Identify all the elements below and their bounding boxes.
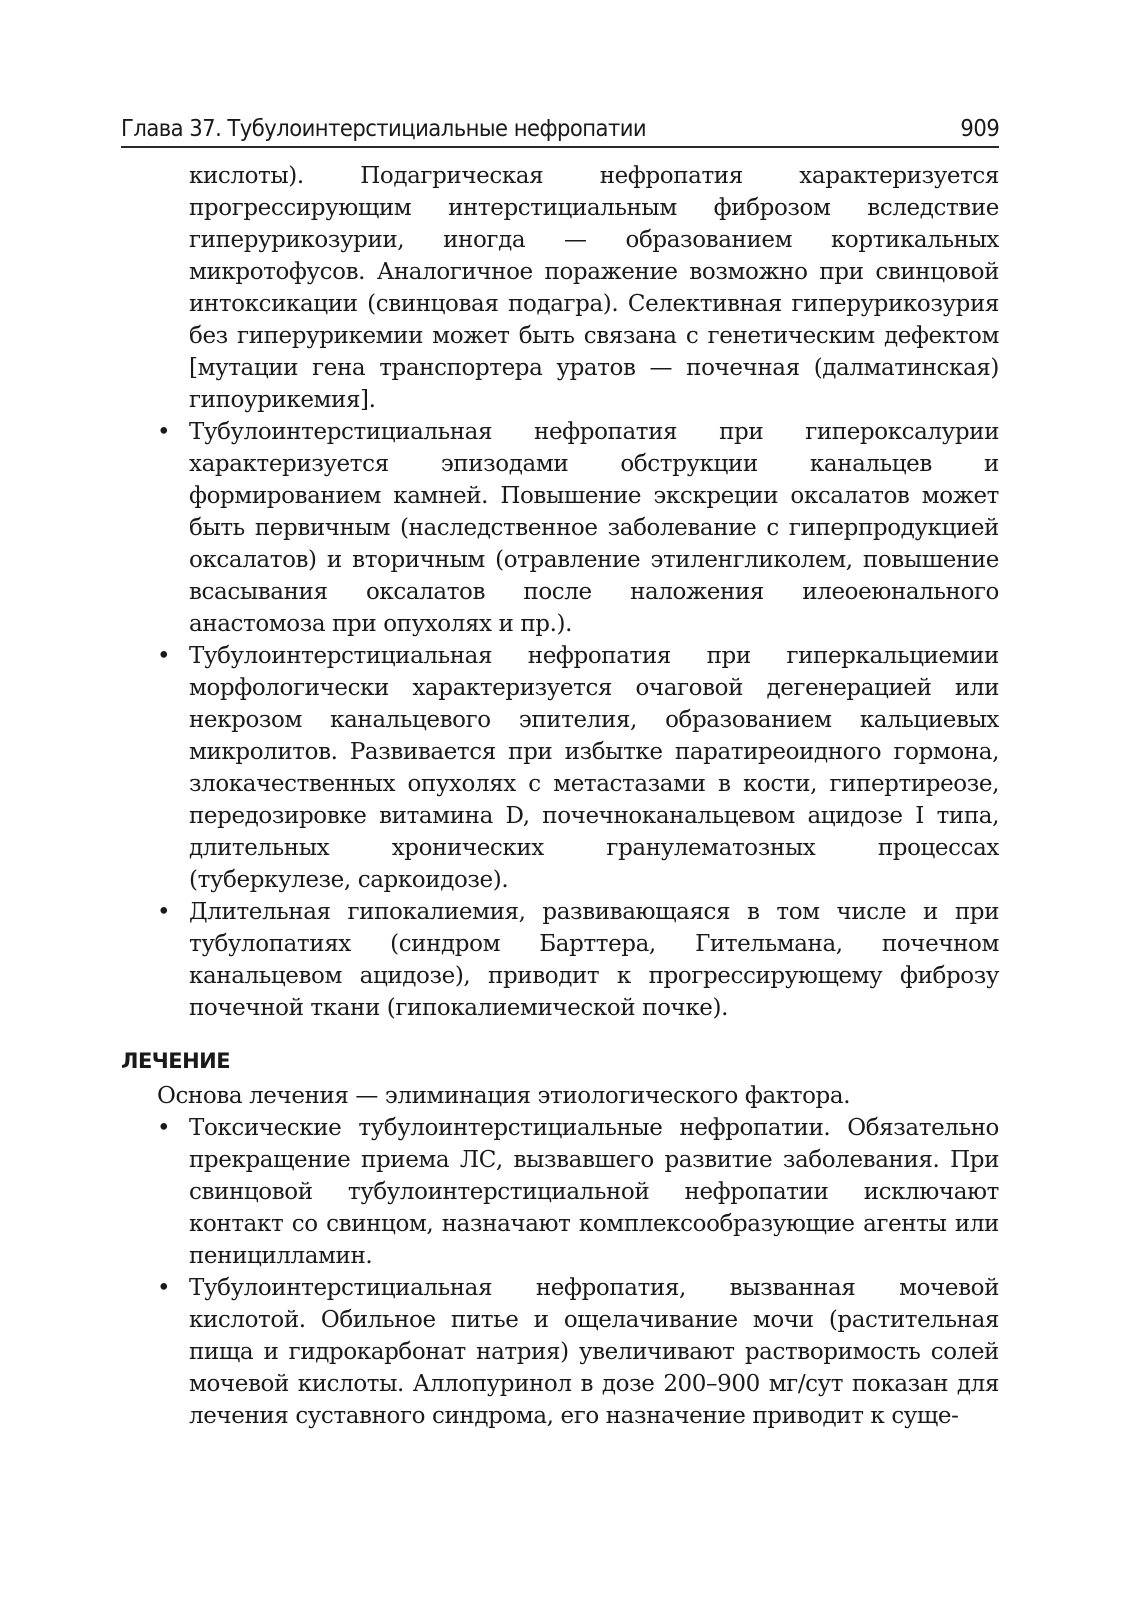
page-body <box>121 160 999 1432</box>
bullet-list-treatment <box>121 1112 999 1432</box>
list-item <box>121 1272 999 1432</box>
list-item-text: Тубулоинтерстициальная нефропатия при гипероксалурии характеризуется эпизодами обструкции канальцев и формированием камней. Повышение экскреции оксалатов может быть первичным (наследственное заболевание с гиперпродукцией оксалатов) и вторичным (отравление этиленгликолем, повышение всасывания оксалатов после наложения илеоеюнального анастомоза при опухолях и пр.). <box>189 419 999 637</box>
page-number: 909 <box>959 116 999 142</box>
list-item <box>121 1112 999 1272</box>
continuation-paragraph: кислоты). Подагрическая нефропатия характеризуется прогрессирующим интерстициальным фиброзом вследствие гиперурикозурии, иногда — образованием кортикальных микротофусов. Аналогичное поражение возможно при свинцовой интоксикации (свинцовая подагра). Селективная гиперурикозурия без гиперурикемии может быть связана с генетическим дефектом [мутации гена транспортера уратов — почечная (далматинская) гипоурикемия]. <box>189 163 999 413</box>
list-item <box>121 640 999 896</box>
list-item <box>121 896 999 1024</box>
section-intro: Основа лечения — элиминация этиологического фактора. <box>157 1083 851 1109</box>
list-item-text: Токсические тубулоинтерстициальные нефропатии. Обязательно прекращение приема ЛС, вызвавшего развитие заболевания. При свинцовой тубулоинтерстициальной нефропатии исключают контакт со свинцом, назначают комплексообразующие агенты или пеницилламин. <box>189 1115 999 1269</box>
page-header <box>121 110 999 148</box>
list-item-text: Длительная гипокалиемия, развивающаяся в том числе и при тубулопатиях (синдром Барттера, Гительмана, почечном канальцевом ацидозе), приводит к прогрессирующему фиброзу почечной ткани (гипокалиемической почке). <box>189 899 999 1021</box>
bullet-icon: • <box>157 419 171 445</box>
bullet-icon: • <box>157 643 171 669</box>
list-item-text: Тубулоинтерстициальная нефропатия, вызванная мочевой кислотой. Обильное питье и ощелачивание мочи (растительная пища и гидрокарбонат натрия) увеличивают растворимость солей мочевой кислоты. Аллопуринол в дозе 200–900 мг/сут показан для лечения суставного синдрома, его назначение приводит к суще- <box>189 1275 999 1429</box>
bullet-icon: • <box>157 899 171 925</box>
chapter-title: Глава 37. Тубулоинтерстициальные нефропатии <box>121 116 647 142</box>
list-item-text: Тубулоинтерстициальная нефропатия при гиперкальциемии морфологически характеризуется очаговой дегенерацией или некрозом канальцевого эпителия, образованием кальциевых микролитов. Развивается при избытке паратиреоидного гормона, злокачественных опухолях с метастазами в кости, гипертиреозе, передозировке витамина D, почечноканальцевом ацидозе I типа, длительных хронических гранулематозных процессах (туберкулезе, саркоидозе). <box>189 643 999 893</box>
bullet-icon: • <box>157 1275 171 1301</box>
list-item <box>121 416 999 640</box>
bullet-list-causes <box>121 416 999 1024</box>
section-heading: ЛЕЧЕНИЕ <box>121 1049 231 1073</box>
bullet-icon: • <box>157 1115 171 1141</box>
